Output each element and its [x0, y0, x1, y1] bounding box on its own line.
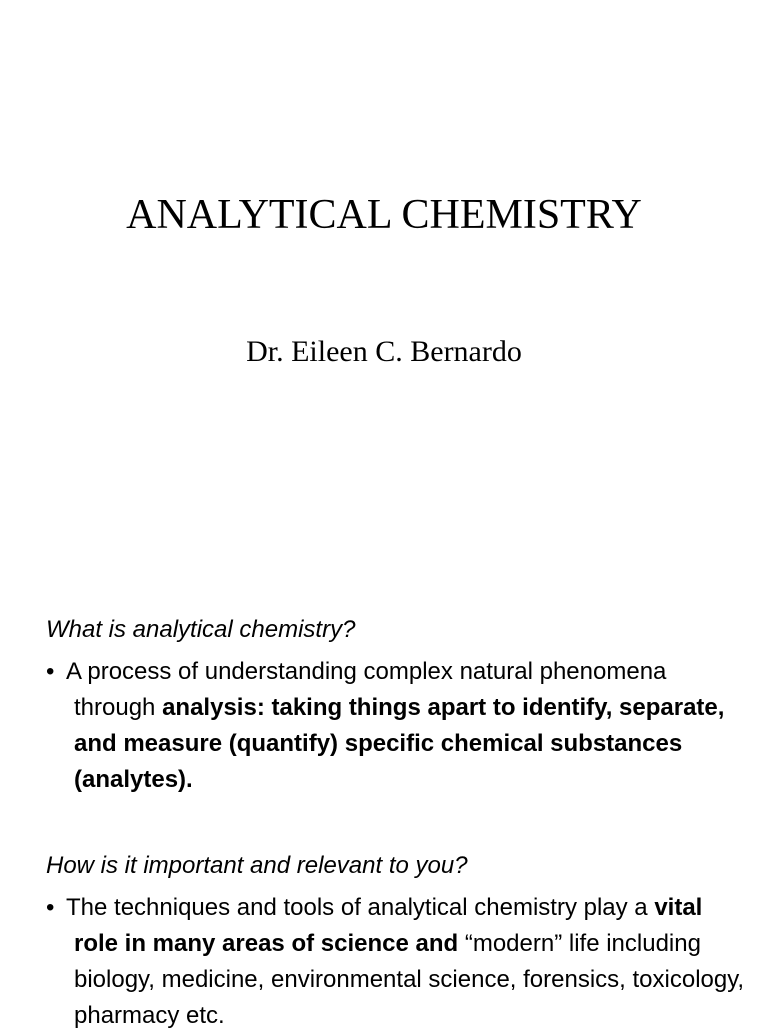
slide-author: Dr. Eileen C. Bernardo	[246, 335, 522, 368]
bullet-icon: •	[46, 658, 55, 685]
answer-text: A process of understanding complex natural phenomena through	[66, 658, 667, 721]
answer-emphasis: analysis: taking things apart to identify, separate, and measure (quantify) specific chemical substances (analytes).	[74, 694, 725, 793]
qa-section-definition	[46, 612, 746, 798]
qa-section-relevance	[46, 848, 746, 1034]
answer-emphasis: vital role in many areas of science and	[74, 894, 703, 957]
answer-relevance	[46, 890, 746, 1034]
question-relevance: How is it important and relevant to you?	[46, 852, 468, 879]
slide-title: ANALYTICAL CHEMISTRY	[126, 192, 642, 238]
answer-text-continued: “modern” life including biology, medicine, environmental science, forensics, toxicology, pharmacy etc.	[74, 930, 745, 1029]
question-what-is: What is analytical chemistry?	[46, 616, 356, 643]
answer-text: The techniques and tools of analytical chemistry play a	[66, 894, 655, 921]
bullet-icon: •	[46, 894, 55, 921]
answer-definition	[46, 654, 746, 798]
